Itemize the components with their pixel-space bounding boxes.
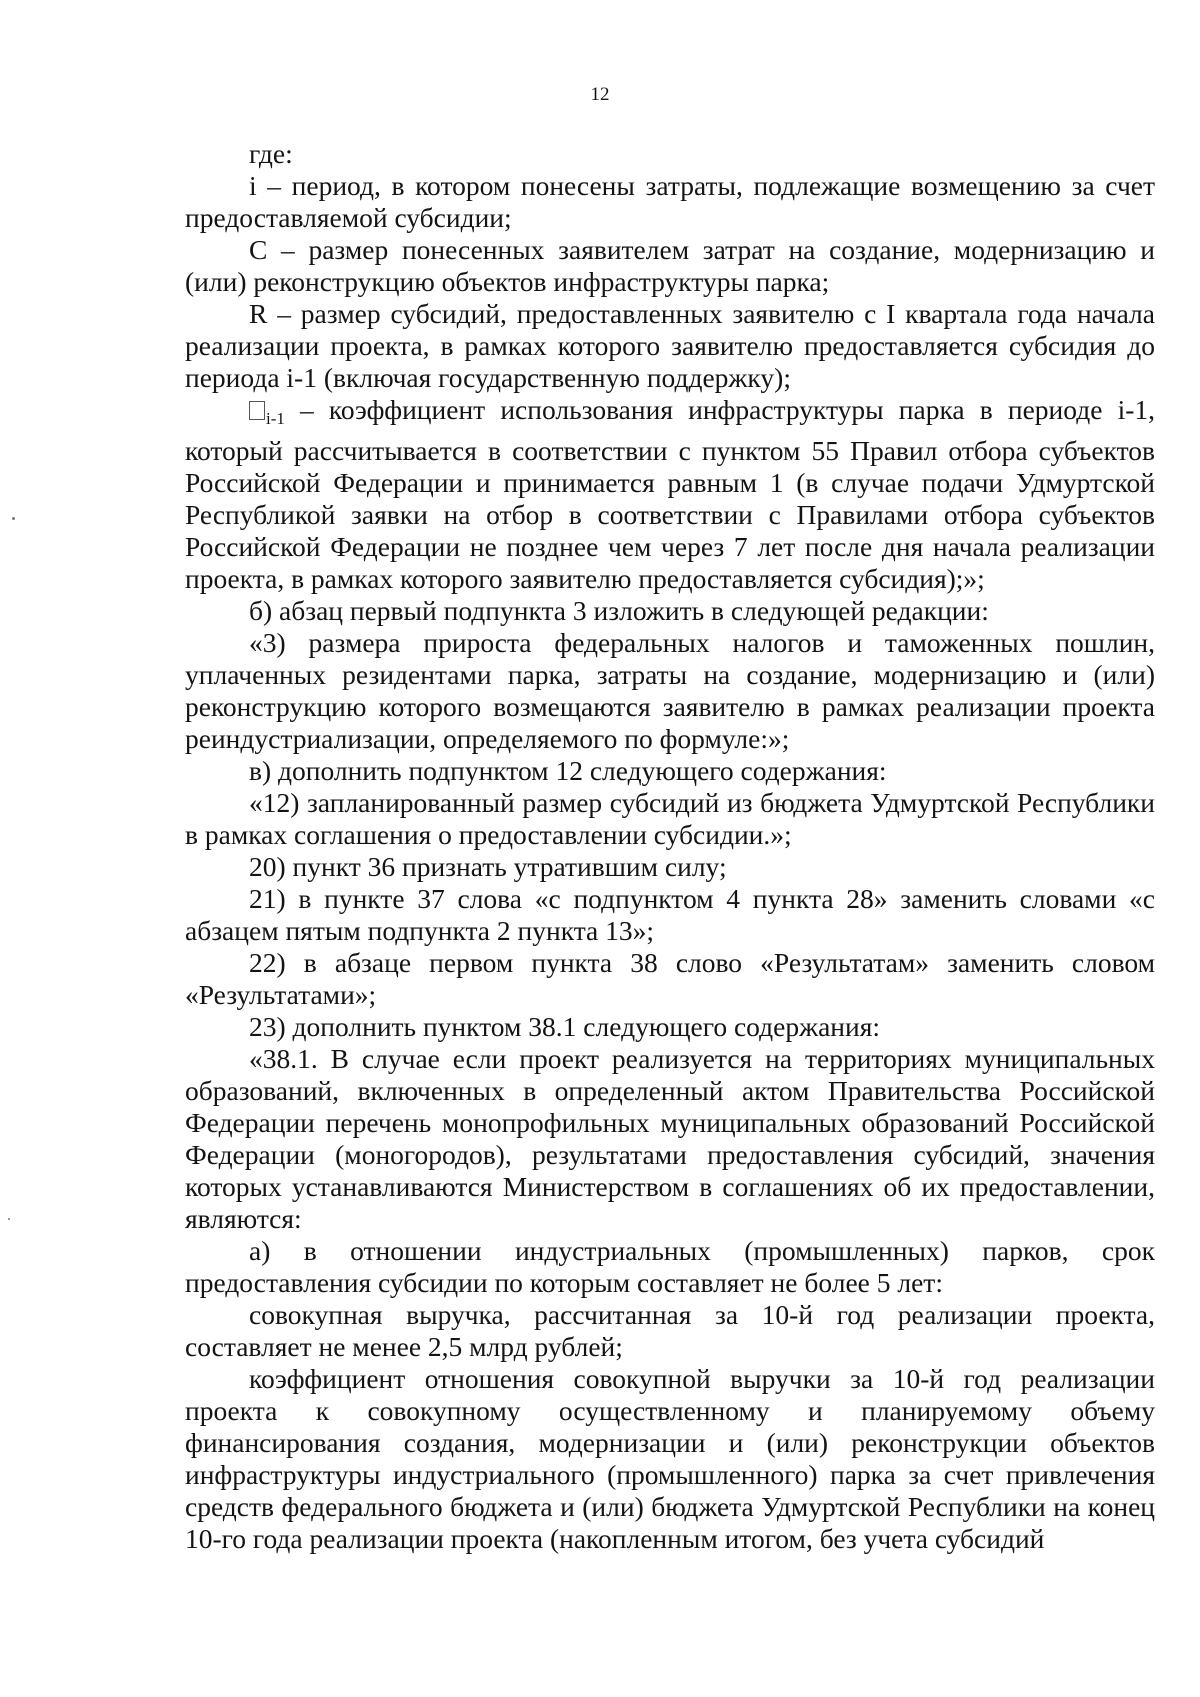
paragraph-coefficient-definition [185,394,1155,595]
paragraph-item-22: 22) в абзаце первом пункта 38 слово «Результатам» заменить словом «Результатами»; [185,947,1155,1010]
scan-speck [8,1218,10,1220]
paragraph-item-12: «12) запланированный размер субсидий из бюджета Удмуртской Республики в рамках соглашения о предоставлении субсидии.»; [185,787,1155,850]
page-number: 12 [590,84,610,105]
paragraph-sub-a: а) в отношении индустриальных (промышленных) парков, срок предоставления субсидии по которым составляет не более 5 лет: [185,1235,1155,1298]
coefficient-symbol-icon [249,401,265,420]
coefficient-text: – коэффициент использования инфраструктуры парка в периоде i-1, который рассчитывается в соответствии с пунктом 55 Правил отбора субъектов Российской Федерации и принимается равным 1 (в случае подачи Удмуртской Республикой заявки на отбор в соответствии с Правилами отбора субъектов Российской Федерации не позднее чем через 7 лет после дня начала реализации проекта, в рамках которого заявителю предоставляется субсидия);»; [185,394,1155,594]
document-body [185,138,1155,1555]
paragraph-where: где: [249,138,293,169]
paragraph-ratio: коэффициент отношения совокупной выручки за 10-й год реализации проекта к совокупному осуществленному и планируемому объему финансирования создания, модернизации и (или) реконструкции объектов инфраструктуры индустриального (промышленного) парка за счет привлечения средств федерального бюджета и (или) бюджета Удмуртской Республики на конец 10-го года реализации проекта (накопленным итогом, без учета субсидий [185,1363,1155,1554]
scan-speck [12,517,15,520]
paragraph-item-21: 21) в пункте 37 слова «с подпунктом 4 пункта 28» заменить словами «с абзацем пятым подпункта 2 пункта 13»; [185,883,1155,946]
paragraph-v-amendment: в) дополнить подпунктом 12 следующего содержания: [249,755,887,786]
paragraph-i-definition: i – период, в котором понесены затраты, подлежащие возмещению за счет предоставляемой субсидии; [185,170,1155,233]
paragraph-item-38-1: «38.1. В случае если проект реализуется на территориях муниципальных образований, включенных в определенный актом Правительства Российской Федерации перечень монопрофильных муниципальных образований Российской Федерации (моногородов), результатами предоставления субсидий, значения которых устанавливаются Министерством в соглашениях об их предоставлении, являются: [185,1043,1155,1234]
coefficient-subscript: i-1 [266,409,285,428]
paragraph-r-definition: R – размер субсидий, предоставленных заявителю с I квартала года начала реализации проекта, в рамках которого заявителю предоставляется субсидия до периода i-1 (включая государственную поддержку); [185,298,1155,393]
paragraph-c-definition: C – размер понесенных заявителем затрат на создание, модернизацию и (или) реконструкцию объектов инфраструктуры парка; [185,234,1155,297]
paragraph-b-amendment: б) абзац первый подпункта 3 изложить в следующей редакции: [249,595,989,626]
paragraph-item-23: 23) дополнить пунктом 38.1 следующего содержания: [249,1011,881,1042]
paragraph-revenue: совокупная выручка, рассчитанная за 10-й год реализации проекта, составляет не менее 2,5 млрд рублей; [185,1299,1155,1362]
paragraph-item-3: «3) размера прироста федеральных налогов и таможенных пошлин, уплаченных резидентами парка, затраты на создание, модернизацию и (или) реконструкцию которого возмещаются заявителю в рамках реализации проекта реиндустриализации, определяемого по формуле:»; [185,627,1155,754]
paragraph-item-20: 20) пункт 36 признать утратившим силу; [249,851,727,882]
